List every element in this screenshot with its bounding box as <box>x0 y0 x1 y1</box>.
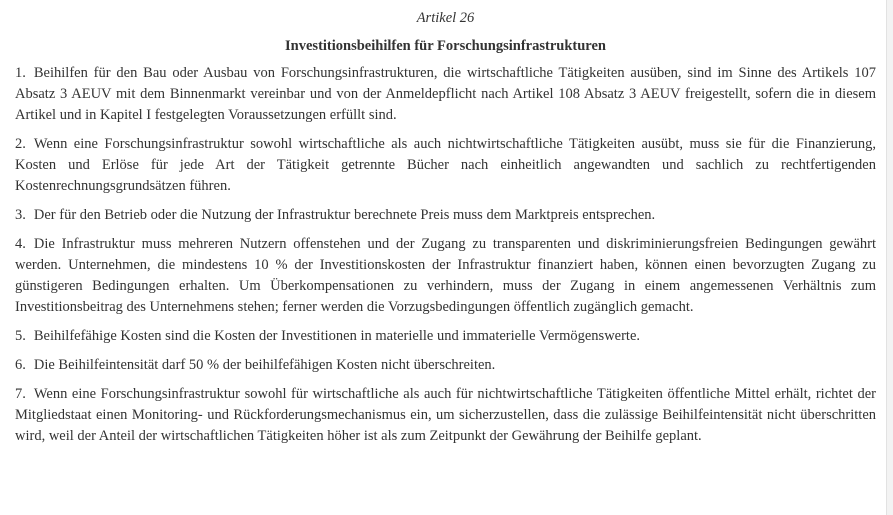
paragraph-number: 7. <box>15 386 26 402</box>
paragraph-2 <box>15 134 876 197</box>
article-title: Investitionsbeihilfen für Forschungsinfrastrukturen <box>285 38 606 54</box>
vertical-scrollbar[interactable] <box>886 0 893 515</box>
paragraph-text: Wenn eine Forschungsinfrastruktur sowohl für wirtschaftliche als auch für nichtwirtschaftliche Tätigkeiten öffentliche Mittel erhält, richtet der Mitgliedstaat einen Monitoring- und Rückforderungsmechanismus ein, um sicherzustellen, dass die zulässige Beihilfeintensität nicht überschritten wird, weil der Anteil der wirtschaftlichen Tätigkeiten höher ist als zum Zeitpunkt der Gewährung der Beihilfe geplant. <box>15 386 876 444</box>
paragraph-7 <box>15 384 876 447</box>
paragraph-text: Beihilfen für den Bau oder Ausbau von Forschungsinfrastrukturen, die wirtschaftliche Tätigkeiten ausüben, sind im Sinne des Artikels 107 Absatz 3 AEUV mit dem Binnenmarkt vereinbar und von der Anmeldepflicht nach Artikel 108 Absatz 3 AEUV freigestellt, sofern die in diesem Artikel und in Kapitel I festgelegten Voraussetzungen erfüllt sind. <box>15 65 876 123</box>
paragraph-5 <box>15 326 876 347</box>
paragraph-4 <box>15 234 876 318</box>
paragraph-text: Die Infrastruktur muss mehreren Nutzern offenstehen und der Zugang zu transparenten und diskriminierungsfreien Bedingungen gewährt werden. Unternehmen, die mindestens 10 % der Investitionskosten der Infrastruktur finanziert haben, können einen bevorzugten Zugang zu günstigeren Bedingungen erhalten. Um Überkompensationen zu verhindern, muss der Zugang in einem angemessenen Verhältnis zum Investitionsbeitrag des Unternehmens stehen; ferner werden die Vorzugsbedingungen öffentlich zugänglich gemacht. <box>15 236 876 315</box>
paragraph-1 <box>15 63 876 126</box>
paragraph-number: 1. <box>15 65 26 81</box>
paragraph-3 <box>15 205 876 226</box>
paragraph-text: Wenn eine Forschungsinfrastruktur sowohl wirtschaftliche als auch nichtwirtschaftliche Tätigkeiten ausübt, muss sie für die Finanzierung, Kosten und Erlöse für jede Art der Tätigkeit getrennte Bücher nach einheitlich angewandten und sachlich zu rechtfertigenden Kostenrechnungsgrundsätzen führen. <box>15 136 876 194</box>
document-body <box>15 0 876 447</box>
paragraph-text: Die Beihilfeintensität darf 50 % der beihilfefähigen Kosten nicht überschreiten. <box>33 357 496 373</box>
paragraph-number: 4. <box>15 236 26 252</box>
article-number: Artikel 26 <box>416 10 475 26</box>
paragraph-number: 2. <box>15 136 26 152</box>
paragraph-6 <box>15 355 876 376</box>
paragraph-text: Der für den Betrieb oder die Nutzung der Infrastruktur berechnete Preis muss dem Marktpreis entsprechen. <box>33 207 656 223</box>
paragraph-number: 3. <box>15 207 26 223</box>
paragraph-number: 5. <box>15 328 26 344</box>
paragraph-number: 6. <box>15 357 26 373</box>
paragraph-text: Beihilfefähige Kosten sind die Kosten der Investitionen in materielle und immaterielle Vermögenswerte. <box>33 328 641 344</box>
